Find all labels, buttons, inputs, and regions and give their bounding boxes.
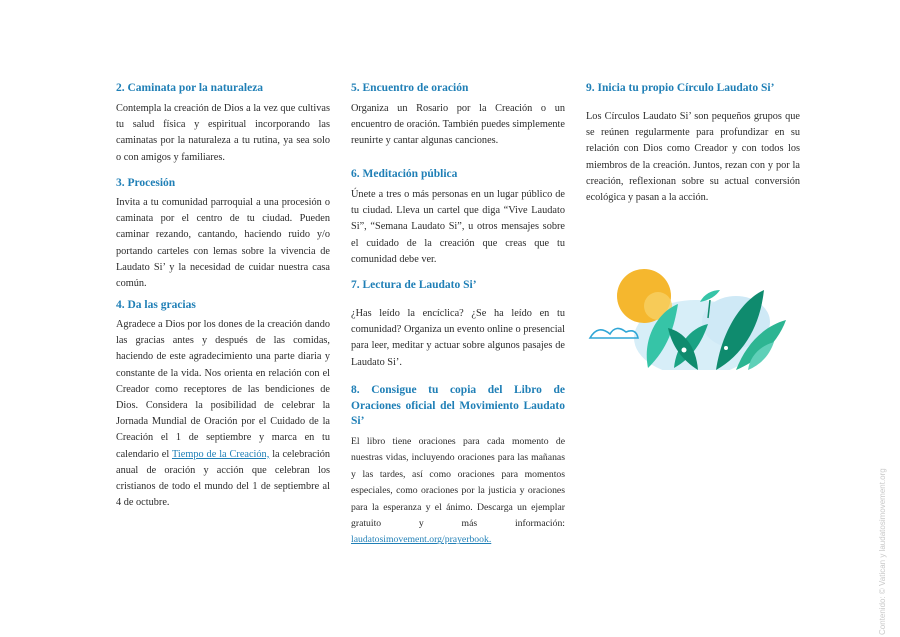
section-5-title: 5. Encuentro de oración — [351, 82, 469, 94]
section-8-body — [351, 434, 565, 549]
section-7-body: ¿Has leído la encíclica? ¿Se ha leído en tu comunidad? Organiza un evento online o presencial para leer, meditar y actuar sobre algunos pasajes de Laudato Si’. — [351, 308, 565, 368]
prayerbook-link[interactable]: laudatosimovement.org/prayerbook. — [351, 534, 492, 546]
dot-decoration-2 — [724, 346, 728, 350]
section-6-body: Únete a tres o más personas en un lugar público de tu ciudad. Lleva un cartel que diga “Vive Laudato Si”, “Semana Laudato Si”, u otros mensajes sobre el cuidado de la creación que creas que tu comunidad debe ver. — [351, 189, 565, 265]
tiempo-de-la-creacion-link[interactable]: Tiempo de la Creación, — [171, 448, 270, 460]
section-4-title: 4. Da las gracias — [116, 299, 196, 311]
section-4-body-text-end: la celebración anual de oración y acción que celebran los cristianos de todo el mundo del 1 de septiembre al 4 de octubre. — [116, 448, 330, 509]
section-4-body — [116, 317, 330, 511]
section-9-body: Los Círculos Laudato Si’ son pequeños grupos que se reúnen regularmente para profundizar en su relación con Dios como Creador y con todos los miembros de la creación. Juntos, rezan con y por la creación, reflexionan sobre su actual conversión ecológica y pasan a la acción. — [586, 111, 800, 204]
cloud-outline-icon — [590, 328, 638, 338]
section-3-title: 3. Procesión — [116, 177, 176, 189]
section-8-body-text: El libro tiene oraciones para cada momento de nuestras vidas, incluyendo oraciones para las mañanas y las tardes, así como oraciones para momentos especiales, como oraciones por la justicia y oraciones para la esperanza y el ánimo. Descarga un ejemplar gratuito y más información: — [351, 436, 565, 530]
nature-illustration — [586, 262, 802, 370]
section-6-title: 6. Meditación pública — [351, 168, 458, 180]
section-9-title: 9. Inicia tu propio Círculo Laudato Si’ — [586, 82, 775, 94]
section-2-body: Contempla la creación de Dios a la vez que cultivas tu salud física y espiritual incorporando las caminatas por la naturaleza a tu rutina, ya sea solo o con amigos y familiares. — [116, 103, 330, 163]
dot-decoration — [682, 348, 687, 353]
image-credit: Contenido: © Vatican y laudatosimovement.org — [878, 468, 887, 635]
section-8-title: 8. Consigue tu copia del Libro de Oraciones oficial del Movimiento Laudato Si’ — [351, 384, 565, 427]
section-7-title: 7. Lectura de Laudato Si’ — [351, 279, 477, 291]
section-3-body: Invita a tu comunidad parroquial a una procesión o caminata por el centro de tu ciudad. Pueden caminar rezando, cantando, haciendo ruido y/o portando carteles con lemas sobre la vivencia de Laudato Si’ y la necesidad de cuidar nuestra casa común. — [116, 197, 330, 290]
section-5-body: Organiza un Rosario por la Creación o un encuentro de oración. También puedes simplemente reunirte y cantar algunas canciones. — [351, 103, 565, 147]
section-2-title: 2. Caminata por la naturaleza — [116, 82, 264, 94]
section-4-body-text: Agradece a Dios por los dones de la creación dando las gracias antes y después de las comidas, haciendo de este agradecimiento una parte diaria y constante de la vida. Nos orienta en relación con el Creador como receptores de las bendiciones de Dios. Considera la posibilidad de celebrar la Jornada Mundial de Oración por el Cuidado de la Creación el 1 de septiembre y marca en tu calendario el — [116, 319, 330, 460]
